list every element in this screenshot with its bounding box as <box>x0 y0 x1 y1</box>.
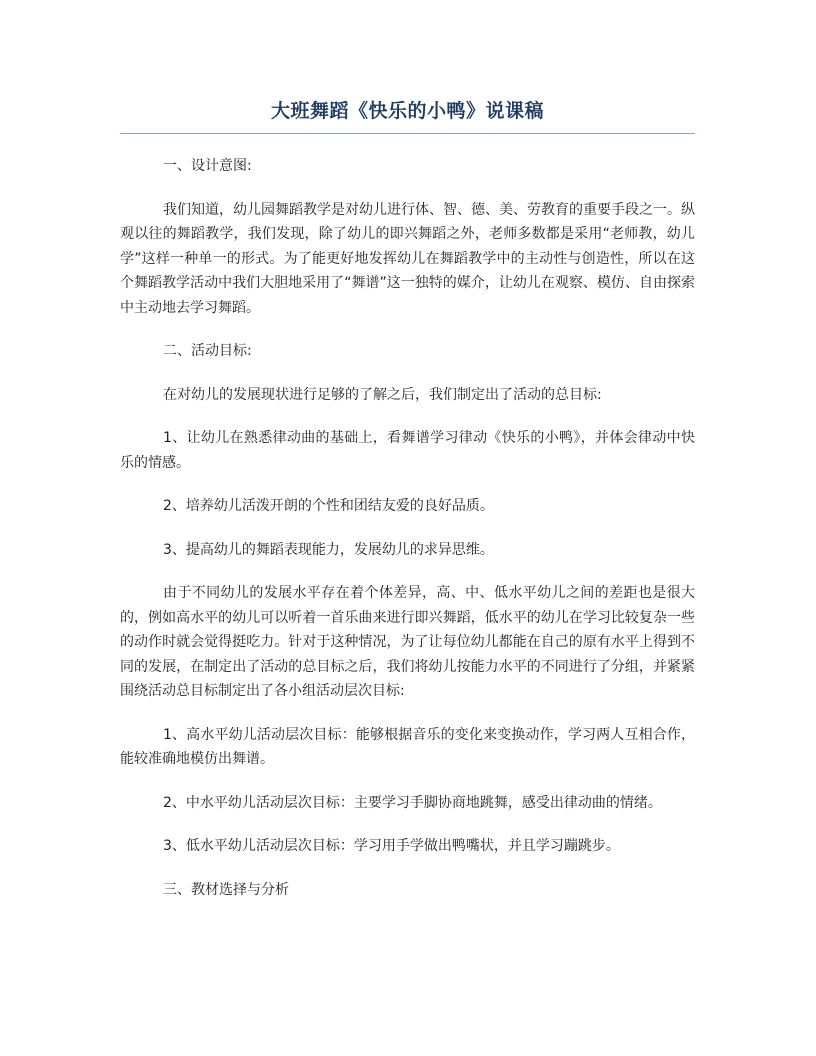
document-title: 大班舞蹈《快乐的小鸭》说课稿 <box>120 96 695 134</box>
paragraph-level-differences: 由于不同幼儿的发展水平存在着个体差异，高、中、低水平幼儿之间的差距也是很大的，例如高水平的幼儿可以听着一首乐曲来进行即兴舞蹈，低水平的幼儿在学习比较复杂一些的动作时就会觉得挺吃力。针对于这种情况，为了让每位幼儿都能在自己的原有水平上得到不同的发展，在制定出了活动的总目标之后，我们将幼儿按能力水平的不同进行了分组，并紧紧围绕活动总目标制定出了各小组活动层次目标: <box>120 585 695 699</box>
level-goal-low: 3、低水平幼儿活动层次目标：学习用手学做出鸭嘴状，并且学习蹦跳步。 <box>163 838 620 854</box>
paragraph-design-intent: 我们知道，幼儿园舞蹈教学是对幼儿进行体、智、德、美、劳教育的重要手段之一。纵观以往的舞蹈教学，我们发现，除了幼儿的即兴舞蹈之外，老师多数都是采用“老师教，幼儿学”这样一种单一的形式。为了能更好地发挥幼儿在舞蹈教学中的主动性与创造性，所以在这个舞蹈教学活动中我们大胆地采用了“舞谱”这一独特的媒介，让幼儿在观察、模仿、自由探索中主动地去学习舞蹈。 <box>120 201 695 316</box>
document-body <box>120 154 695 902</box>
document-page <box>120 96 695 921</box>
level-goal-middle: 2、中水平幼儿活动层次目标：主要学习手脚协商地跳舞，感受出律动曲的情绪。 <box>163 794 662 811</box>
section-heading-design-intent: 一、设计意图: <box>163 158 252 174</box>
goal-item-1: 1、让幼儿在熟悉律动曲的基础上，看舞谱学习律动《快乐的小鸭》，并体会律动中快乐的情感。 <box>120 430 695 471</box>
paragraph-goals-intro: 在对幼儿的发展现状进行足够的了解之后，我们制定出了活动的总目标: <box>163 386 602 403</box>
goal-item-3: 3、提高幼儿的舞蹈表现能力，发展幼儿的求异思维。 <box>163 541 494 558</box>
section-heading-activity-goals: 二、活动目标: <box>163 343 252 359</box>
level-goal-high: 1、高水平幼儿活动层次目标：能够根据音乐的变化来变换动作，学习两人互相合作，能较准确地模仿出舞谱。 <box>120 726 695 767</box>
goal-item-2: 2、培养幼儿活泼开朗的个性和团结友爱的良好品质。 <box>163 498 494 514</box>
section-heading-material-analysis: 三、教材选择与分析 <box>163 881 289 898</box>
